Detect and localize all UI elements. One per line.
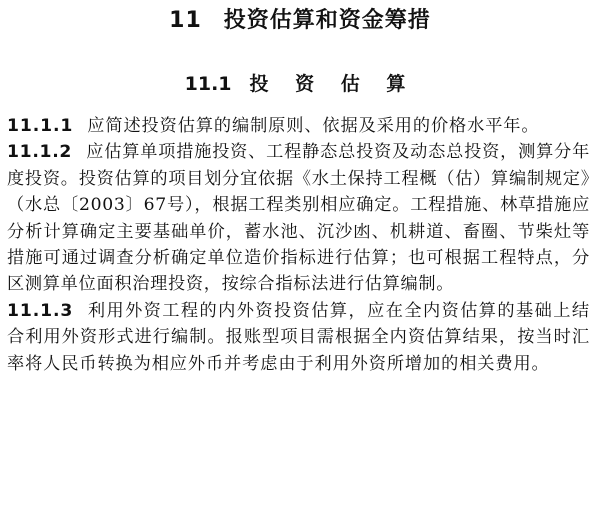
clause-11-1-2 [7, 139, 590, 297]
clause-11-1-3 [7, 298, 590, 377]
section-title: 投 资 估 算 [249, 73, 416, 95]
clause-number: 11.1.2 [7, 142, 73, 163]
section-heading [0, 70, 600, 98]
clause-number: 11.1.1 [7, 116, 74, 136]
clause-number: 11.1.3 [7, 300, 74, 321]
clause-11-1-1 [7, 113, 590, 139]
section-number: 11.1 [184, 73, 232, 95]
clause-text: 利用外资工程的内外资投资估算，应在全内资估算的基础上结合利用外资形式进行编制。报账型项目需根据全内资估算结果，按当时汇率将人民币转换为相应外币并考虑由于利用外资所增加的相关费用。 [7, 300, 590, 374]
chapter-title: 投资估算和资金筹措 [223, 8, 431, 33]
chapter-heading [0, 6, 600, 36]
chapter-number: 11 [169, 8, 202, 33]
clause-text: 应估算单项措施投资、工程静态总投资及动态总投资，测算分年度投资。投资估算的项目划分宜依据《水土保持工程概（估）算编制规定》（水总〔2003〕67号），根据工程类别相应确定。工程措施、林草措施应分析计算确定主要基础单价，蓄水池、沉沙凼、机耕道、畜圈、节柴灶等措施可通过调查分析确定单位造价指标进行估算；也可根据工程特点，分区测算单位面积治理投资，按综合指标法进行估算编制。 [7, 142, 590, 295]
clause-text: 应简述投资估算的编制原则、依据及采用的价格水平年。 [87, 116, 540, 136]
clause-list [7, 113, 590, 377]
